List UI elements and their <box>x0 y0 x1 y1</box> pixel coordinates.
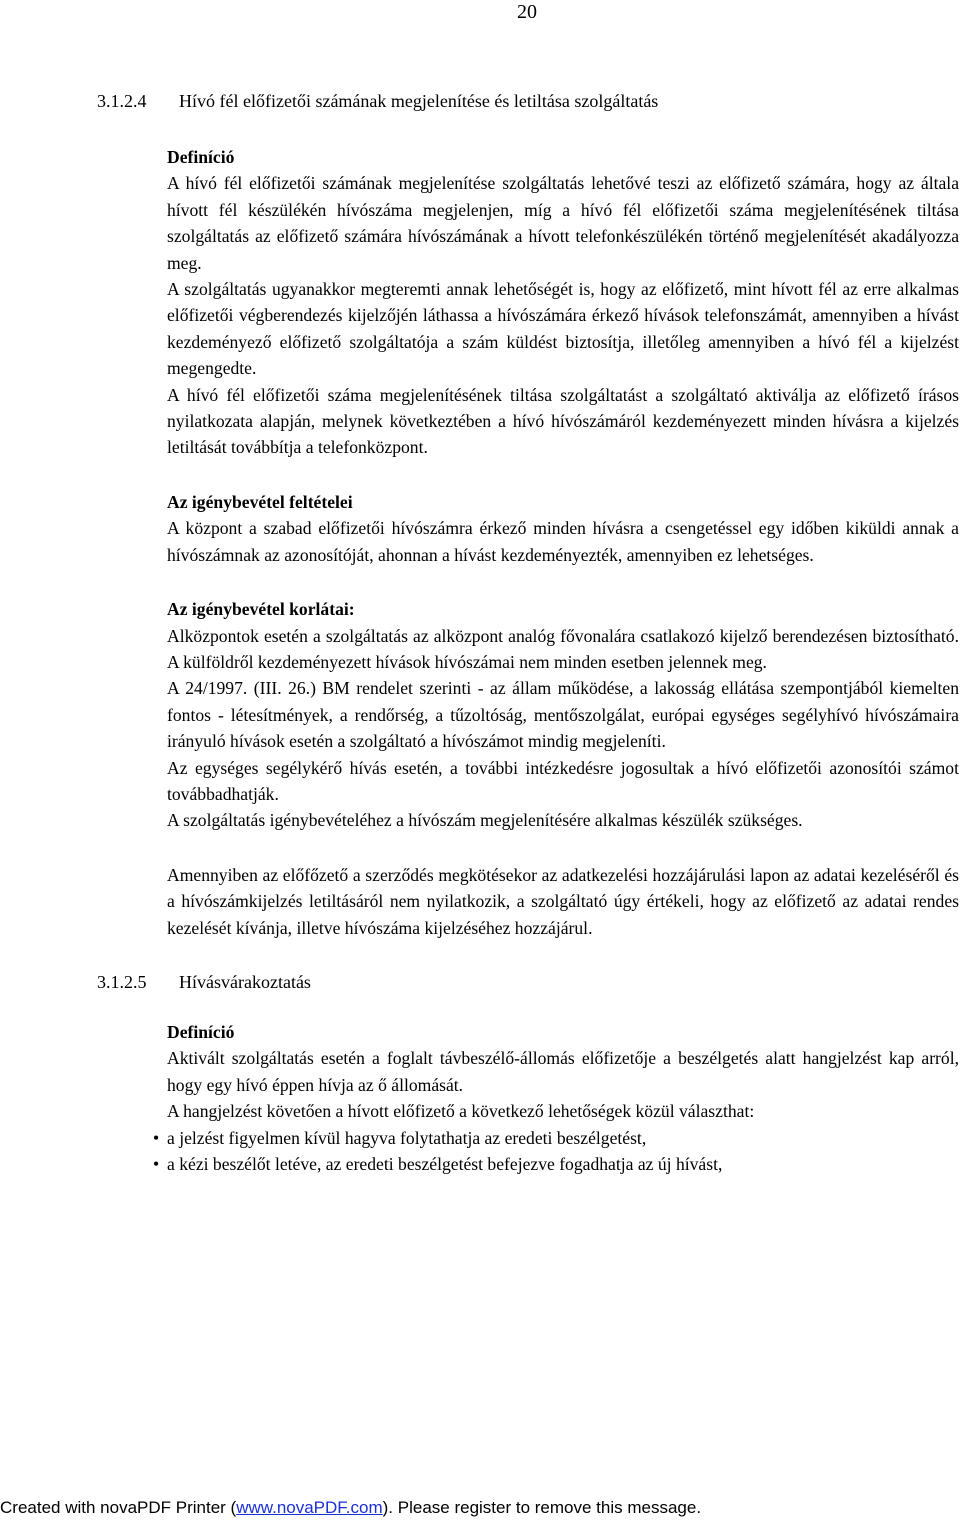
section-heading-3-1-2-5 <box>97 969 959 995</box>
printer-watermark-footer <box>0 1497 960 1519</box>
limits-paragraph: Az egységes segélykérő hívás esetén, a további intézkedésre jogosultak a hívó előfizetői azonosítói számot továbbadhatják. <box>167 757 959 804</box>
section-number: 3.1.2.5 <box>97 971 147 992</box>
definition-heading: Definíció <box>167 147 235 167</box>
definition-paragraph: A hívó fél előfizetői számának megjelenítése szolgáltatás lehetővé teszi az előfizető számára, hogy az általa hívott fél készülékén hívószáma megjelenjen, míg a hívó fél előfizetői száma megjelenítésének tiltása szolgáltatás az előfizető számára hívószámának a hívott telefonkészülékén történő megjelenítését akadályozza meg. <box>167 173 959 273</box>
section-title: Hívó fél előfizetői számának megjelenítése és letiltása szolgáltatás <box>179 91 659 111</box>
limits-paragraph: Alközpontok esetén a szolgáltatás az alközpont analóg fővonalára csatlakozó kijelző berendezésen biztosítható. A külföldről kezdeményezett hívások hívószámai nem minden esetben jelennek meg. <box>167 625 959 672</box>
limits-heading: Az igénybevétel korlátai: <box>167 599 355 620</box>
definition-paragraph: A szolgáltatás ugyanakkor megteremti annak lehetőségét is, hogy az előfizető, mint hívott fél az erre alkalmas előfizetői végberendezés kijelzőjén láthassa a hívószámára érkező hívások telefonszámát, amennyiben a hívást kezdeményező előfizető szolgáltatója a szám küldést biztosítja, illetőleg amennyiben a hívó fél a kijelzést megengedte. <box>167 279 959 379</box>
list-item: • a kézi beszélőt letéve, az eredeti beszélgetést befejezve fogadhatja az új hívást, <box>153 1151 959 1177</box>
footer-suffix: ). Please register to remove this message. <box>382 1498 702 1517</box>
document-body <box>97 88 959 1177</box>
novapdf-link[interactable]: www.novaPDF.com <box>236 1498 383 1517</box>
list-item: • a jelzést figyelmen kívül hagyva folytathatja az eredeti beszélgetést, <box>153 1125 959 1151</box>
options-list <box>167 1125 959 1178</box>
section-heading-3-1-2-4 <box>97 88 959 114</box>
section-title: Hívásvárakoztatás <box>179 971 311 992</box>
definition-heading: Definíció <box>167 1021 235 1042</box>
footer-prefix: Created with novaPDF Printer ( <box>0 1498 237 1517</box>
section-number: 3.1.2.4 <box>97 91 147 111</box>
definition-paragraph: A hívó fél előfizetői száma megjelenítésének tiltása szolgáltatást a szolgáltató aktiválja az előfizető írásos nyilatkozata alapján, melynek következtében a hívó hívószámáról kezdeményezett minden hívásra a kijelzés letiltását továbbítja a telefonközpont. <box>167 384 959 458</box>
page-number: 20 <box>517 1 537 23</box>
limits-paragraph: A 24/1997. (III. 26.) BM rendelet szerinti - az állam működése, a lakosság ellátása szempontjából kiemelten fontos - létesítmények, a rendőrség, a tűzoltóság, mentőszolgálat, európai egységes segélyhívó hívószámaira irányuló hívások esetén a szolgáltató a hívószámot mindig megjeleníti. <box>167 678 959 752</box>
consent-paragraph: Amennyiben az előfőzető a szerződés megkötésekor az adatkezelési hozzájárulási lapon az adatai kezeléséről és a hívószámkijelzés letiltásáról nem nyilatkozik, a szolgáltató úgy értékeli, hogy az előfizető az adatai rendes kezelését kívánja, illetve hívószáma kijelzéséhez hozzájárul. <box>167 864 959 938</box>
conditions-heading: Az igénybevétel feltételei <box>167 491 353 512</box>
definition-paragraph: A hangjelzést követően a hívott előfizető a következő lehetőségek közül választhat: <box>167 1101 755 1122</box>
limits-paragraph: A szolgáltatás igénybevételéhez a hívószám megjelenítésére alkalmas készülék szükséges. <box>167 810 803 831</box>
conditions-paragraph: A központ a szabad előfizetői hívószámra érkező minden hívásra a csengetéssel egy időben kiküldi annak a hívószámnak az azonosítóját, ahonnan a hívást kezdeményezték, amennyiben ez lehetséges. <box>167 518 959 565</box>
definition-paragraph: Aktivált szolgáltatás esetén a foglalt távbeszélő-állomás előfizetője a beszélgetés alatt hangjelzést kap arról, hogy egy hívó éppen hívja az ő állomását. <box>167 1048 959 1095</box>
